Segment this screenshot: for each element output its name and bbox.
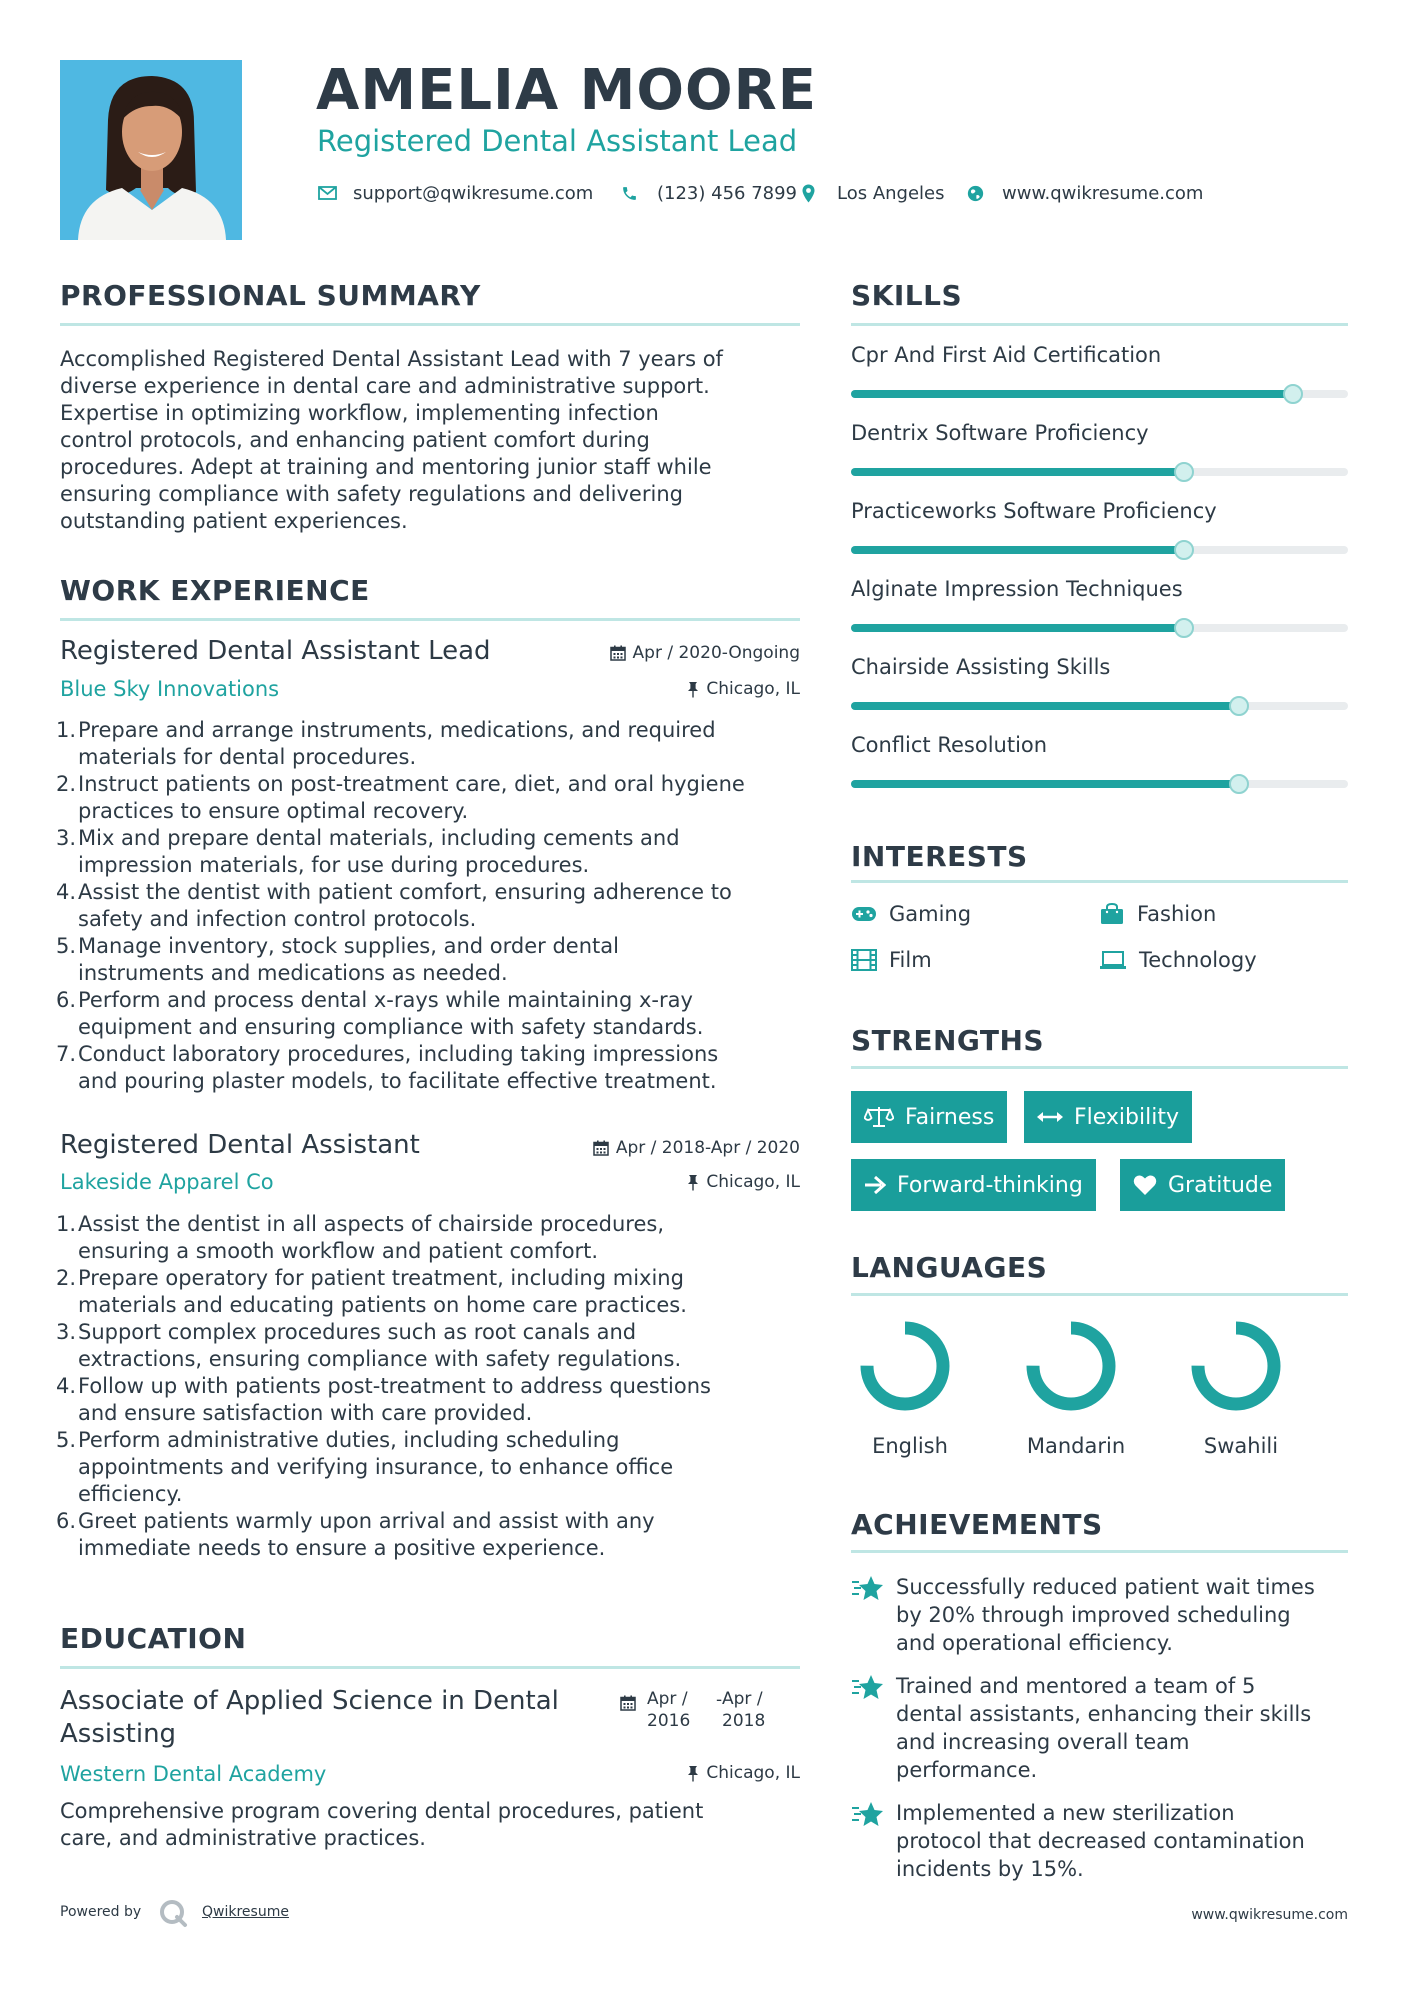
achievements-heading: ACHIEVEMENTS — [851, 1508, 1103, 1541]
map-marker-icon — [802, 184, 815, 203]
candidate-title: Registered Dental Assistant Lead — [317, 124, 798, 158]
list-item: 5. Manage inventory, stock supplies, and order dental instruments and medications as needed. — [55, 934, 619, 985]
gamepad-icon — [851, 905, 877, 923]
phone-icon — [621, 185, 638, 202]
language-name: Swahili — [1203, 1434, 1279, 1458]
date-separator: - — [716, 1690, 723, 1710]
strengths-heading: STRENGTHS — [851, 1024, 1045, 1057]
summary-line: procedures. Adept at training and mentoring junior staff while — [60, 455, 712, 479]
balance-scale-icon — [864, 1105, 894, 1129]
skill-bar-fill — [851, 546, 1184, 554]
language-ring — [1188, 1318, 1284, 1418]
education-location-text: Chicago, IL — [706, 1763, 800, 1783]
strength-tag — [851, 1159, 1096, 1211]
job-dates — [593, 1138, 800, 1158]
interests-divider — [851, 880, 1348, 883]
skill-bar — [851, 390, 1348, 398]
skill-name: Practiceworks Software Proficiency — [851, 499, 1217, 523]
location-text: Los Angeles — [837, 182, 945, 204]
education-end — [722, 1688, 765, 1732]
job-duties-list — [55, 1211, 810, 1562]
job-title: Registered Dental Assistant Lead — [60, 636, 491, 666]
degree-title — [60, 1685, 620, 1751]
summary-heading: PROFESSIONAL SUMMARY — [60, 279, 481, 312]
strength-tag — [1024, 1091, 1192, 1143]
trophy-star-icon — [851, 1673, 885, 1703]
heart-icon — [1133, 1174, 1157, 1196]
education-description-line: Comprehensive program covering dental procedures, patient — [60, 1799, 704, 1823]
envelope-icon — [318, 186, 337, 200]
footer-website[interactable]: www.qwikresume.com — [1191, 1907, 1348, 1923]
achievements-divider — [851, 1550, 1348, 1553]
contact-email[interactable] — [318, 180, 593, 206]
summary-line: Accomplished Registered Dental Assistant Lead with 7 years of — [60, 347, 723, 371]
summary-divider — [60, 323, 800, 326]
skill-item — [851, 343, 1348, 421]
skill-item — [851, 499, 1348, 577]
skill-item — [851, 733, 1348, 811]
job-duties-list — [55, 717, 810, 1095]
job-title: Registered Dental Assistant — [60, 1130, 420, 1160]
skill-bar-knob — [1283, 384, 1303, 404]
job-dates — [610, 643, 800, 663]
achievement-line: protocol that decreased contamination — [896, 1829, 1305, 1853]
language-level-arc — [1198, 1328, 1274, 1404]
candidate-name: AMELIA MOORE — [316, 58, 817, 123]
profile-photo — [60, 60, 242, 240]
language-level-ring — [857, 1318, 953, 1414]
profile-photo-illustration — [60, 60, 242, 240]
strength-label: Forward-thinking — [897, 1172, 1083, 1198]
calendar-icon — [610, 645, 626, 661]
language-level-arc — [867, 1328, 943, 1404]
skill-bar-fill — [851, 780, 1239, 788]
strength-tag — [1120, 1159, 1285, 1211]
list-item: 2. Prepare operatory for patient treatment, including mixing materials and educating patients on home care practices. — [55, 1266, 687, 1317]
job-location — [687, 1172, 800, 1192]
achievement-line: and increasing overall team — [896, 1730, 1190, 1754]
summary-line: diverse experience in dental care and administrative support. — [60, 374, 710, 398]
education-start-year: 2016 — [647, 1711, 691, 1731]
calendar-icon — [620, 1695, 636, 1711]
interest-label: Film — [889, 948, 932, 972]
education-start — [647, 1688, 690, 1732]
education-divider — [60, 1666, 800, 1669]
language-name: Mandarin — [1026, 1434, 1126, 1458]
education-description-line: care, and administrative practices. — [60, 1826, 426, 1850]
list-item: 4. Assist the dentist with patient comfort, ensuring adherence to safety and infection control protocols. — [55, 880, 732, 931]
strength-label: Fairness — [905, 1104, 995, 1130]
work-heading: WORK EXPERIENCE — [60, 574, 370, 607]
interest-item — [851, 948, 932, 972]
list-item: 4. Follow up with patients post-treatment to address questions and ensure satisfaction with care provided. — [55, 1374, 711, 1425]
skill-name: Dentrix Software Proficiency — [851, 421, 1149, 445]
skill-item — [851, 577, 1348, 655]
globe-icon — [967, 185, 984, 202]
contact-location — [802, 180, 945, 206]
interest-item — [1099, 902, 1216, 926]
strength-label: Gratitude — [1168, 1172, 1273, 1198]
skill-bar-knob — [1174, 618, 1194, 638]
contact-website[interactable] — [967, 180, 1203, 206]
achievement-line: and operational efficiency. — [896, 1631, 1173, 1655]
shopping-bag-icon — [1099, 903, 1125, 925]
interest-label: Fashion — [1137, 902, 1217, 926]
film-icon — [851, 949, 877, 971]
skill-bar-fill — [851, 468, 1184, 476]
achievement-item — [896, 1672, 1348, 1784]
interest-label: Technology — [1139, 948, 1257, 972]
skill-item — [851, 655, 1348, 733]
skill-bar-fill — [851, 390, 1293, 398]
summary-line: Expertise in optimizing workflow, implementing infection — [60, 401, 659, 425]
strengths-divider — [851, 1066, 1348, 1069]
education-dates — [620, 1695, 636, 1711]
skill-name: Alginate Impression Techniques — [851, 577, 1183, 601]
interest-label: Gaming — [889, 902, 972, 926]
language-level-ring — [1023, 1318, 1119, 1414]
skills-divider — [851, 323, 1348, 326]
job-company: Blue Sky Innovations — [60, 677, 280, 701]
trophy-star-icon — [851, 1800, 885, 1830]
qwikresume-logo-icon — [158, 1898, 188, 1932]
achievement-line: dental assistants, enhancing their skills — [896, 1702, 1312, 1726]
laptop-icon — [1099, 950, 1127, 970]
skill-bar — [851, 468, 1348, 476]
achievement-line: performance. — [896, 1758, 1038, 1782]
list-item: 2. Instruct patients on post-treatment care, diet, and oral hygiene practices to ensure optimal recovery. — [55, 772, 745, 823]
language-level-arc — [1033, 1328, 1109, 1404]
language-ring — [857, 1318, 953, 1418]
education-location — [687, 1763, 800, 1783]
languages-divider — [851, 1293, 1348, 1296]
achievement-line: incidents by 15%. — [896, 1857, 1084, 1881]
skill-name: Cpr And First Aid Certification — [851, 343, 1162, 367]
education-description — [60, 1798, 810, 1852]
achievement-line: Implemented a new sterilization — [896, 1801, 1235, 1825]
skill-bar-knob — [1229, 774, 1249, 794]
phone-text: (123) 456 7899 — [657, 182, 798, 204]
skill-item — [851, 421, 1348, 499]
job-location-text: Chicago, IL — [706, 1172, 800, 1192]
skill-name: Conflict Resolution — [851, 733, 1048, 757]
skill-bar-fill — [851, 624, 1184, 632]
achievement-line: Successfully reduced patient wait times — [896, 1575, 1315, 1599]
interest-item — [1099, 948, 1257, 972]
arrows-horizontal-icon — [1037, 1110, 1063, 1124]
interest-item — [851, 902, 971, 926]
education-heading: EDUCATION — [60, 1622, 247, 1655]
skill-bar-knob — [1229, 696, 1249, 716]
degree-line: Associate of Applied Science in Dental — [60, 1686, 559, 1716]
skill-bar-knob — [1174, 540, 1194, 560]
list-item: 6. Perform and process dental x-rays while maintaining x-ray equipment and ensuring compliance with safety standards. — [55, 988, 704, 1039]
language-name: English — [872, 1434, 948, 1458]
pushpin-icon — [687, 1765, 699, 1782]
skill-bar-knob — [1174, 462, 1194, 482]
qwikresume-link[interactable]: Qwikresume — [202, 1904, 289, 1920]
pushpin-icon — [687, 681, 699, 698]
achievement-line: Trained and mentored a team of 5 — [896, 1674, 1256, 1698]
email-text: support@qwikresume.com — [353, 182, 594, 204]
job-company: Lakeside Apparel Co — [60, 1170, 274, 1194]
list-item: 3. Mix and prepare dental materials, including cements and impression materials, for use during procedures. — [55, 826, 680, 877]
job-location-text: Chicago, IL — [706, 679, 800, 699]
skill-bar — [851, 546, 1348, 554]
calendar-icon — [593, 1140, 609, 1156]
language-level-ring — [1188, 1318, 1284, 1414]
skills-list — [851, 343, 1348, 811]
job-dates-text: Apr / 2018-Apr / 2020 — [615, 1138, 800, 1158]
strength-tag — [851, 1091, 1007, 1143]
summary-line: ensuring compliance with safety regulations and delivering — [60, 482, 683, 506]
summary-line: outstanding patient experiences. — [60, 509, 408, 533]
list-item: 1. Assist the dentist in all aspects of chairside procedures, ensuring a smooth workflow and patient comfort. — [55, 1212, 665, 1263]
skill-bar — [851, 780, 1348, 788]
languages-heading: LANGUAGES — [851, 1251, 1048, 1284]
achievement-line: by 20% through improved scheduling — [896, 1603, 1291, 1627]
trophy-star-icon — [851, 1574, 885, 1604]
website-text: www.qwikresume.com — [1002, 182, 1204, 204]
list-item: 7. Conduct laboratory procedures, including taking impressions and pouring plaster models, to facilitate effective treatment. — [55, 1042, 719, 1093]
job-location — [687, 679, 800, 699]
list-item: 3. Support complex procedures such as root canals and extractions, ensuring compliance with safety regulations. — [55, 1320, 682, 1371]
skill-bar — [851, 702, 1348, 710]
work-divider — [60, 618, 800, 621]
job-dates-text: Apr / 2020-Ongoing — [632, 643, 800, 663]
summary-text — [60, 346, 810, 535]
powered-by-label: Powered by — [60, 1904, 142, 1920]
interests-heading: INTERESTS — [851, 840, 1028, 873]
list-item: 5. Perform administrative duties, including scheduling appointments and verifying insurance, to enhance office efficiency. — [55, 1428, 674, 1506]
degree-line: Assisting — [60, 1719, 177, 1749]
list-item: 6. Greet patients warmly upon arrival and assist with any immediate needs to ensure a positive experience. — [55, 1509, 655, 1560]
strength-label: Flexibility — [1074, 1104, 1179, 1130]
contact-phone[interactable] — [621, 180, 797, 206]
achievement-item — [896, 1799, 1348, 1883]
school-name: Western Dental Academy — [60, 1762, 327, 1786]
pushpin-icon — [687, 1174, 699, 1191]
list-item: 1. Prepare and arrange instruments, medications, and required materials for dental procedures. — [55, 718, 716, 769]
skills-heading: SKILLS — [851, 279, 963, 312]
skill-bar-fill — [851, 702, 1239, 710]
skill-bar — [851, 624, 1348, 632]
education-start-month: Apr / — [647, 1689, 688, 1709]
summary-line: control protocols, and enhancing patient comfort during — [60, 428, 650, 452]
education-end-year: 2018 — [722, 1711, 766, 1731]
skill-name: Chairside Assisting Skills — [851, 655, 1111, 679]
achievement-item — [896, 1573, 1348, 1657]
language-ring — [1023, 1318, 1119, 1418]
education-end-month: Apr / — [722, 1689, 763, 1709]
arrow-right-icon — [864, 1175, 886, 1195]
